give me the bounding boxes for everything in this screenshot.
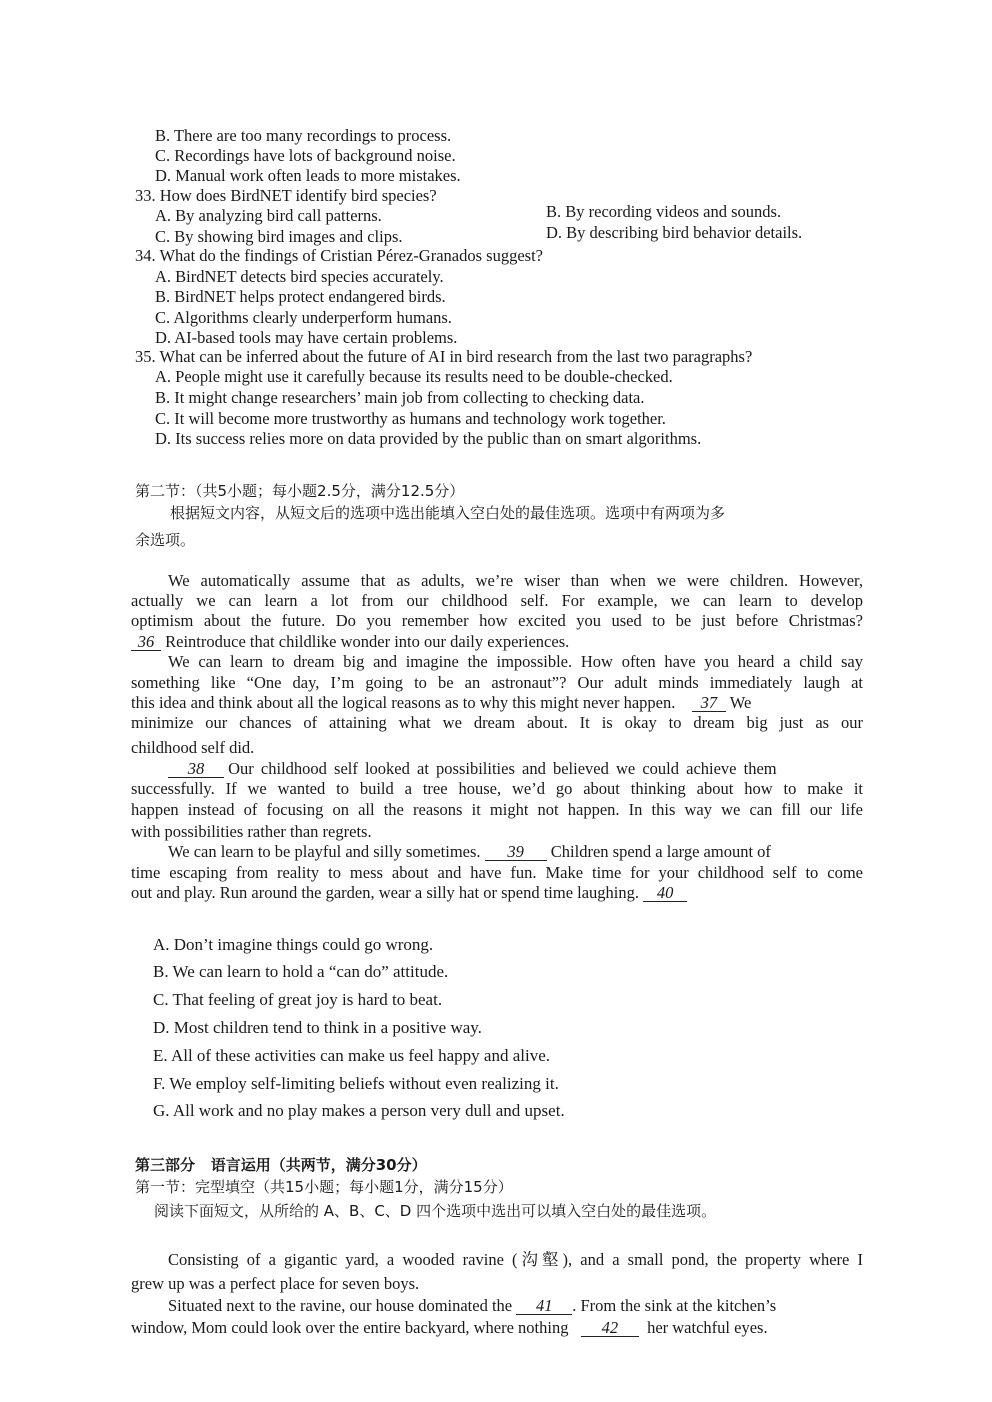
passage1-line: time escaping from reality to mess about and have fun. Make time for your childhood self to come [131,863,863,882]
option-g: G. All work and no play makes a person very dull and upset. [153,1101,565,1120]
option-a: A. Don’t imagine things could go wrong. [153,935,434,954]
q34-option-d: D. AI-based tools may have certain problems. [155,328,458,347]
passage1-line: happen instead of focusing on all the reasons it might not happen. In this way we can fill our life [131,800,863,819]
passage1-line [131,693,751,713]
q35-option-d: D. Its success relies more on data provided by the public than on smart algorithms. [155,429,702,448]
option-d: D. Most children tend to think in a positive way. [153,1018,482,1037]
passage1-line [168,759,777,779]
passage1-line: something like “One day, I’m going to be an astronaut”? Our adult minds immediately laugh at [131,673,863,692]
passage2-line [168,1296,776,1316]
passage1-text: Reintroduce that childlike wonder into our daily experiences. [165,632,570,651]
passage2-line: Consisting of a gigantic yard, a wooded ravine (沟壑), and a small pond, the property where I [168,1250,863,1269]
passage1-line: We automatically assume that as adults, we’re wiser than when we were children. However, [168,571,863,590]
q34-question: 34. What do the findings of Cristian Pérez-Granados suggest? [135,246,543,265]
blank-37: 37 [692,695,726,712]
passage1-line: optimism about the future. Do you remember how excited you used to be just before Christmas? [131,611,863,630]
blank-36: 36 [131,634,161,651]
passage1-line: minimize our chances of attaining what we dream about. It is okay to dream big just as our [131,713,863,732]
passage2-text: her watchful eyes. [647,1318,768,1337]
passage2-line: grew up was a perfect place for seven boys. [131,1274,420,1293]
q35-option-c: C. It will become more trustworthy as humans and technology work together. [155,409,666,428]
part3-instruction: 阅读下面短文，从所给的 A、B、C、D 四个选项中选出可以填入空白处的最佳选项。 [154,1202,717,1220]
passage2-text: Situated next to the ravine, our house dominated the [168,1296,513,1315]
part3-heading [135,1155,427,1175]
part3-title: 第三部分 [135,1156,196,1174]
blank-39: 39 [485,844,547,861]
option-c: C. That feeling of great joy is hard to beat. [153,990,443,1009]
passage2-line [131,1318,768,1338]
blank-40: 40 [643,885,687,902]
passage1-line: We can learn to dream big and imagine the impossible. How often have you heard a child say [168,652,863,671]
q35-question: 35. What can be inferred about the future of AI in bird research from the last two paragraphs? [135,347,753,366]
option-f: F. We employ self-limiting beliefs without even realizing it. [153,1074,559,1093]
option-e: E. All of these activities can make us feel happy and alive. [153,1046,551,1065]
q33-option-c: C. By showing bird images and clips. [155,227,403,246]
q35-option-a: A. People might use it carefully because its results need to be double-checked. [155,367,673,386]
passage1-text: We can learn to be playful and silly sometimes. [168,842,481,861]
q33-option-d: D. By describing bird behavior details. [546,223,803,242]
section2-heading: 第二节：（共5小题；每小题2.5分，满分12.5分） [135,482,465,500]
passage1-line [168,842,771,862]
passage1-line [131,632,569,652]
q34-option-a: A. BirdNET detects bird species accurately. [155,267,444,286]
q32-option-c: C. Recordings have lots of background noise. [155,146,456,165]
passage1-text: out and play. Run around the garden, wear a silly hat or spend time laughing. [131,883,640,902]
passage1-text: this idea and think about all the logical reasons as to why this might never happen. [131,693,676,712]
q34-option-b: B. BirdNET helps protect endangered birds. [155,287,446,306]
section2-instruction-cont: 余选项。 [135,531,196,549]
passage1-line: childhood self did. [131,738,255,757]
option-b: B. We can learn to hold a “can do” attitude. [153,962,449,981]
q34-option-c: C. Algorithms clearly underperform humans. [155,308,452,327]
blank-41: 41 [516,1298,572,1315]
passage2-text: . From the sink at the kitchen’s [572,1296,777,1315]
section2-instruction: 根据短文内容，从短文后的选项中选出能填入空白处的最佳选项。选项中有两项为多 [170,504,726,522]
q32-option-d: D. Manual work often leads to more mistakes. [155,166,461,185]
q33-option-a: A. By analyzing bird call patterns. [155,206,382,225]
passage1-line: with possibilities rather than regrets. [131,822,372,841]
q33-question: 33. How does BirdNET identify bird species? [135,186,437,205]
q32-option-b: B. There are too many recordings to process. [155,126,452,145]
passage1-text: Our childhood self looked at possibilities and believed we could achieve them [228,759,777,778]
blank-42: 42 [581,1320,639,1337]
passage1-line: successfully. If we wanted to build a tree house, we’d go about thinking about how to make it [131,779,863,798]
blank-38: 38 [168,761,224,778]
passage1-line: actually we can learn a lot from our childhood self. For example, we can learn to develop [131,591,863,610]
q33-option-b: B. By recording videos and sounds. [546,202,782,221]
passage2-text: window, Mom could look over the entire backyard, where nothing [131,1318,569,1337]
passage1-line [131,883,687,903]
q35-option-b: B. It might change researchers’ main job from collecting to checking data. [155,388,645,407]
part3-subtitle: 语言运用（共两节，满分30分） [210,1156,427,1174]
passage1-text: We [729,693,752,712]
part3-section1-heading: 第一节：完型填空（共15小题；每小题1分，满分15分） [135,1178,513,1196]
passage1-text: Children spend a large amount of [550,842,771,861]
